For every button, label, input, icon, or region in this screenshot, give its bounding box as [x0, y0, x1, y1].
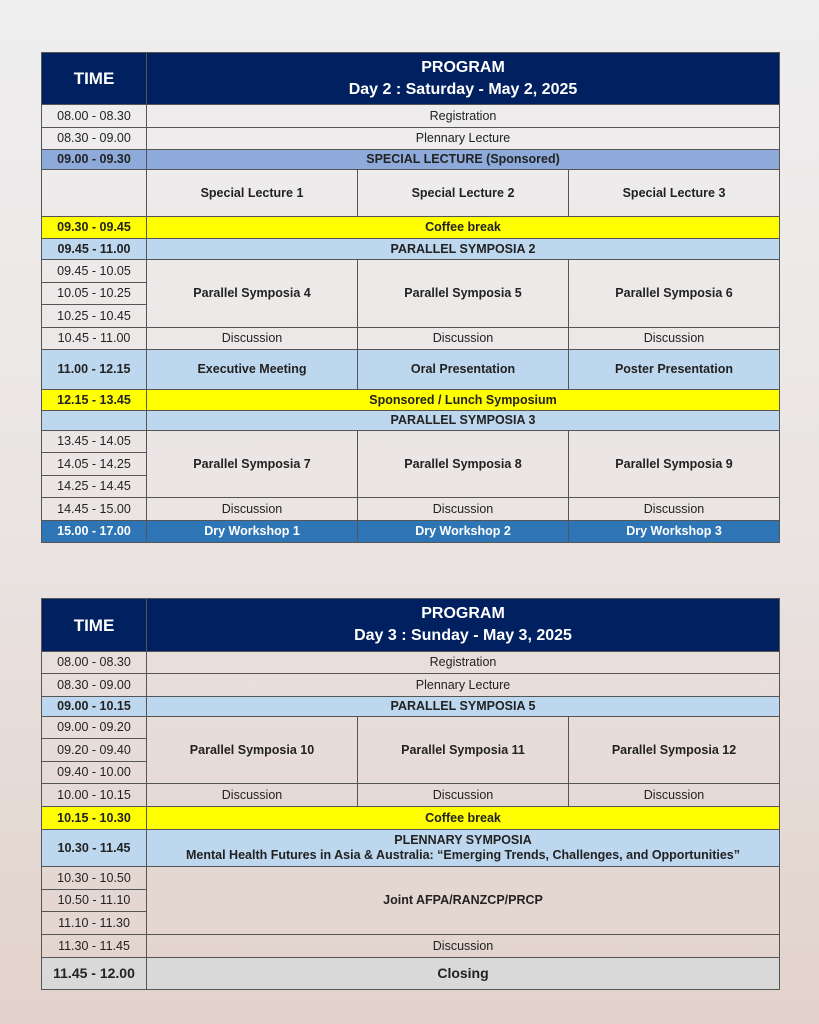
discussion: Discussion [147, 935, 780, 958]
time-cell: 08.30 - 09.00 [42, 674, 147, 697]
discussion: Discussion [358, 498, 569, 521]
discussion: Discussion [147, 328, 358, 350]
discussion: Discussion [147, 784, 358, 807]
time-cell [42, 411, 147, 431]
time-cell: 14.25 - 14.45 [42, 476, 147, 498]
time-cell: 09.45 - 11.00 [42, 239, 147, 260]
time-cell: 09.30 - 09.45 [42, 217, 147, 239]
time-cell: 08.00 - 08.30 [42, 652, 147, 674]
time-cell: 08.30 - 09.00 [42, 128, 147, 150]
time-cell [42, 170, 147, 217]
time-cell: 10.30 - 10.50 [42, 867, 147, 890]
session-closing: Closing [147, 958, 780, 990]
time-cell: 11.45 - 12.00 [42, 958, 147, 990]
discussion: Discussion [358, 328, 569, 350]
time-cell: 14.45 - 15.00 [42, 498, 147, 521]
time-cell: 09.00 - 10.15 [42, 697, 147, 717]
session-parallel-symposia-5: PARALLEL SYMPOSIA 5 [147, 697, 780, 717]
program-header: PROGRAM Day 2 : Saturday - May 2, 2025 [147, 53, 780, 105]
dry-workshop-3: Dry Workshop 3 [569, 521, 780, 543]
time-cell: 14.05 - 14.25 [42, 453, 147, 476]
oral-presentation: Oral Presentation [358, 350, 569, 390]
time-cell: 11.00 - 12.15 [42, 350, 147, 390]
time-cell: 11.10 - 11.30 [42, 912, 147, 935]
time-header: TIME [42, 53, 147, 105]
time-cell: 11.30 - 11.45 [42, 935, 147, 958]
time-header: TIME [42, 599, 147, 652]
dry-workshop-1: Dry Workshop 1 [147, 521, 358, 543]
session-registration: Registration [147, 105, 780, 128]
executive-meeting: Executive Meeting [147, 350, 358, 390]
parallel-symposia-7: Parallel Symposia 7 [147, 431, 358, 498]
session-coffee-break: Coffee break [147, 807, 780, 830]
parallel-symposia-10: Parallel Symposia 10 [147, 717, 358, 784]
parallel-symposia-11: Parallel Symposia 11 [358, 717, 569, 784]
session-parallel-symposia-2: PARALLEL SYMPOSIA 2 [147, 239, 780, 260]
time-cell: 09.20 - 09.40 [42, 739, 147, 762]
time-cell: 08.00 - 08.30 [42, 105, 147, 128]
time-cell: 15.00 - 17.00 [42, 521, 147, 543]
discussion: Discussion [358, 784, 569, 807]
time-cell: 09.00 - 09.30 [42, 150, 147, 170]
session-lunch-symposium: Sponsored / Lunch Symposium [147, 390, 780, 411]
time-cell: 13.45 - 14.05 [42, 431, 147, 453]
parallel-symposia-9: Parallel Symposia 9 [569, 431, 780, 498]
day3-program-table [41, 598, 780, 990]
discussion: Discussion [569, 328, 780, 350]
poster-presentation: Poster Presentation [569, 350, 780, 390]
time-cell: 09.00 - 09.20 [42, 717, 147, 739]
day-title: Day 3 : Sunday - May 3, 2025 [354, 627, 572, 644]
special-lecture-1: Special Lecture 1 [147, 170, 358, 217]
parallel-symposia-5: Parallel Symposia 5 [358, 260, 569, 328]
parallel-symposia-6: Parallel Symposia 6 [569, 260, 780, 328]
session-registration: Registration [147, 652, 780, 674]
discussion: Discussion [569, 498, 780, 521]
time-cell: 10.15 - 10.30 [42, 807, 147, 830]
special-lecture-3: Special Lecture 3 [569, 170, 780, 217]
parallel-symposia-12: Parallel Symposia 12 [569, 717, 780, 784]
session-plenary-symposia: PLENNARY SYMPOSIA Mental Health Futures in Asia & Australia: “Emerging Trends, Challenges, and Opportunities” [147, 830, 780, 867]
time-cell: 09.45 - 10.05 [42, 260, 147, 283]
time-cell: 09.40 - 10.00 [42, 762, 147, 784]
program-header: PROGRAM Day 3 : Sunday - May 3, 2025 [147, 599, 780, 652]
time-cell: 10.05 - 10.25 [42, 283, 147, 305]
time-cell: 10.45 - 11.00 [42, 328, 147, 350]
time-cell: 10.50 - 11.10 [42, 890, 147, 912]
session-coffee-break: Coffee break [147, 217, 780, 239]
day2-program-table [41, 52, 780, 543]
time-cell: 10.30 - 11.45 [42, 830, 147, 867]
time-cell: 12.15 - 13.45 [42, 390, 147, 411]
time-cell: 10.00 - 10.15 [42, 784, 147, 807]
parallel-symposia-8: Parallel Symposia 8 [358, 431, 569, 498]
time-cell: 10.25 - 10.45 [42, 305, 147, 328]
dry-workshop-2: Dry Workshop 2 [358, 521, 569, 543]
session-special-lecture: SPECIAL LECTURE (Sponsored) [147, 150, 780, 170]
day-title: Day 2 : Saturday - May 2, 2025 [348, 80, 578, 98]
session-plenary: Plennary Lecture [147, 674, 780, 697]
discussion: Discussion [147, 498, 358, 521]
joint-session: Joint AFPA/RANZCP/PRCP [147, 867, 780, 935]
discussion: Discussion [569, 784, 780, 807]
parallel-symposia-4: Parallel Symposia 4 [147, 260, 358, 328]
session-parallel-symposia-3: PARALLEL SYMPOSIA 3 [147, 411, 780, 431]
special-lecture-2: Special Lecture 2 [358, 170, 569, 217]
session-plenary: Plennary Lecture [147, 128, 780, 150]
